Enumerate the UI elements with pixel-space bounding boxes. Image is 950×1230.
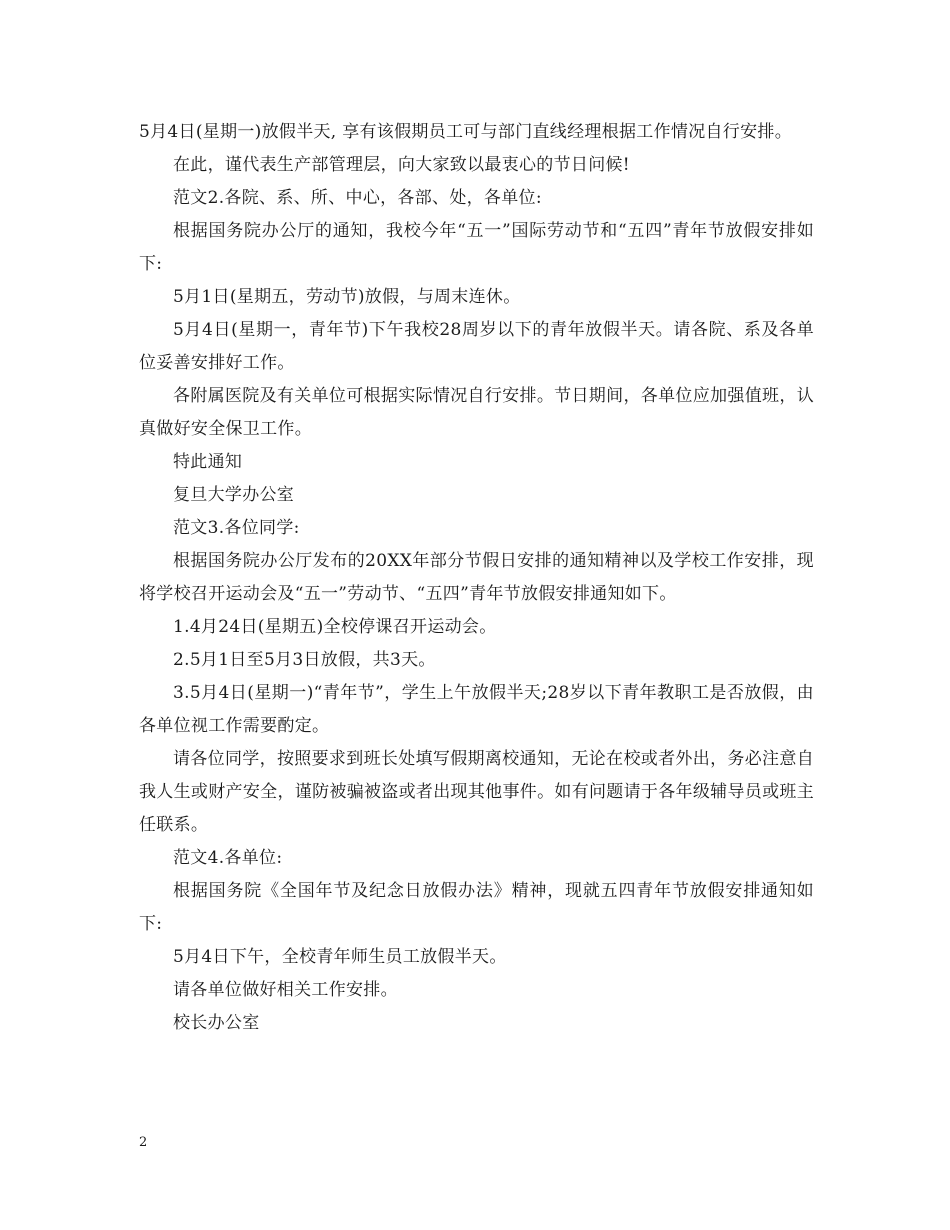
list-item: 3.5月4日(星期一)“青年节”，学生上午放假半天;28岁以下青年教职工是否放假，由各单位视工作需要酌定。 (139, 683, 814, 736)
paragraph: 根据国务院办公厅发布的20XX年部分节假日安排的通知精神以及学校工作安排，现将学校召开运动会及“五一”劳动节、“五四”青年节放假安排通知如下。 (139, 551, 814, 604)
list-item: 1.4月24日(星期五)全校停课召开运动会。 (173, 617, 497, 637)
paragraph: 范文4.各单位: (173, 848, 283, 868)
paragraph: 请各单位做好相关工作安排。 (173, 980, 398, 1000)
paragraph: 根据国务院《全国年节及纪念日放假办法》精神，现就五四青年节放假安排通知如下: (139, 881, 814, 934)
paragraph: 各附属医院及有关单位可根据实际情况自行安排。节日期间，各单位应加强值班，认真做好安全保卫工作。 (139, 386, 814, 439)
signature-line: 校长办公室 (173, 1013, 260, 1033)
document-body (139, 116, 814, 1040)
signature-line: 复旦大学办公室 (173, 485, 295, 505)
paragraph: 5月4日(星期一，青年节)下午我校28周岁以下的青年放假半天。请各院、系及各单位妥善安排好工作。 (139, 320, 814, 373)
paragraph: 5月4日下午，全校青年师生员工放假半天。 (173, 947, 507, 967)
paragraph: 在此，谨代表生产部管理层，向大家致以最衷心的节日问候! (173, 155, 630, 175)
paragraph: 5月1日(星期五，劳动节)放假，与周末连休。 (173, 287, 521, 307)
paragraph: 根据国务院办公厅的通知，我校今年“五一”国际劳动节和“五四”青年节放假安排如下: (139, 221, 814, 274)
paragraph: 5月4日(星期一)放假半天, 享有该假期员工可与部门直线经理根据工作情况自行安排。 (139, 122, 793, 142)
paragraph: 范文3.各位同学: (173, 518, 300, 538)
paragraph: 范文2.各院、系、所、中心，各部、处，各单位: (173, 188, 542, 208)
page-number: 2 (139, 1135, 148, 1150)
list-item: 2.5月1日至5月3日放假，共3天。 (173, 650, 436, 670)
paragraph: 特此通知 (173, 452, 243, 472)
paragraph: 请各位同学，按照要求到班长处填写假期离校通知，无论在校或者外出，务必注意自我人生或财产安全，谨防被骗被盗或者出现其他事件。如有问题请于各年级辅导员或班主任联系。 (139, 749, 814, 835)
